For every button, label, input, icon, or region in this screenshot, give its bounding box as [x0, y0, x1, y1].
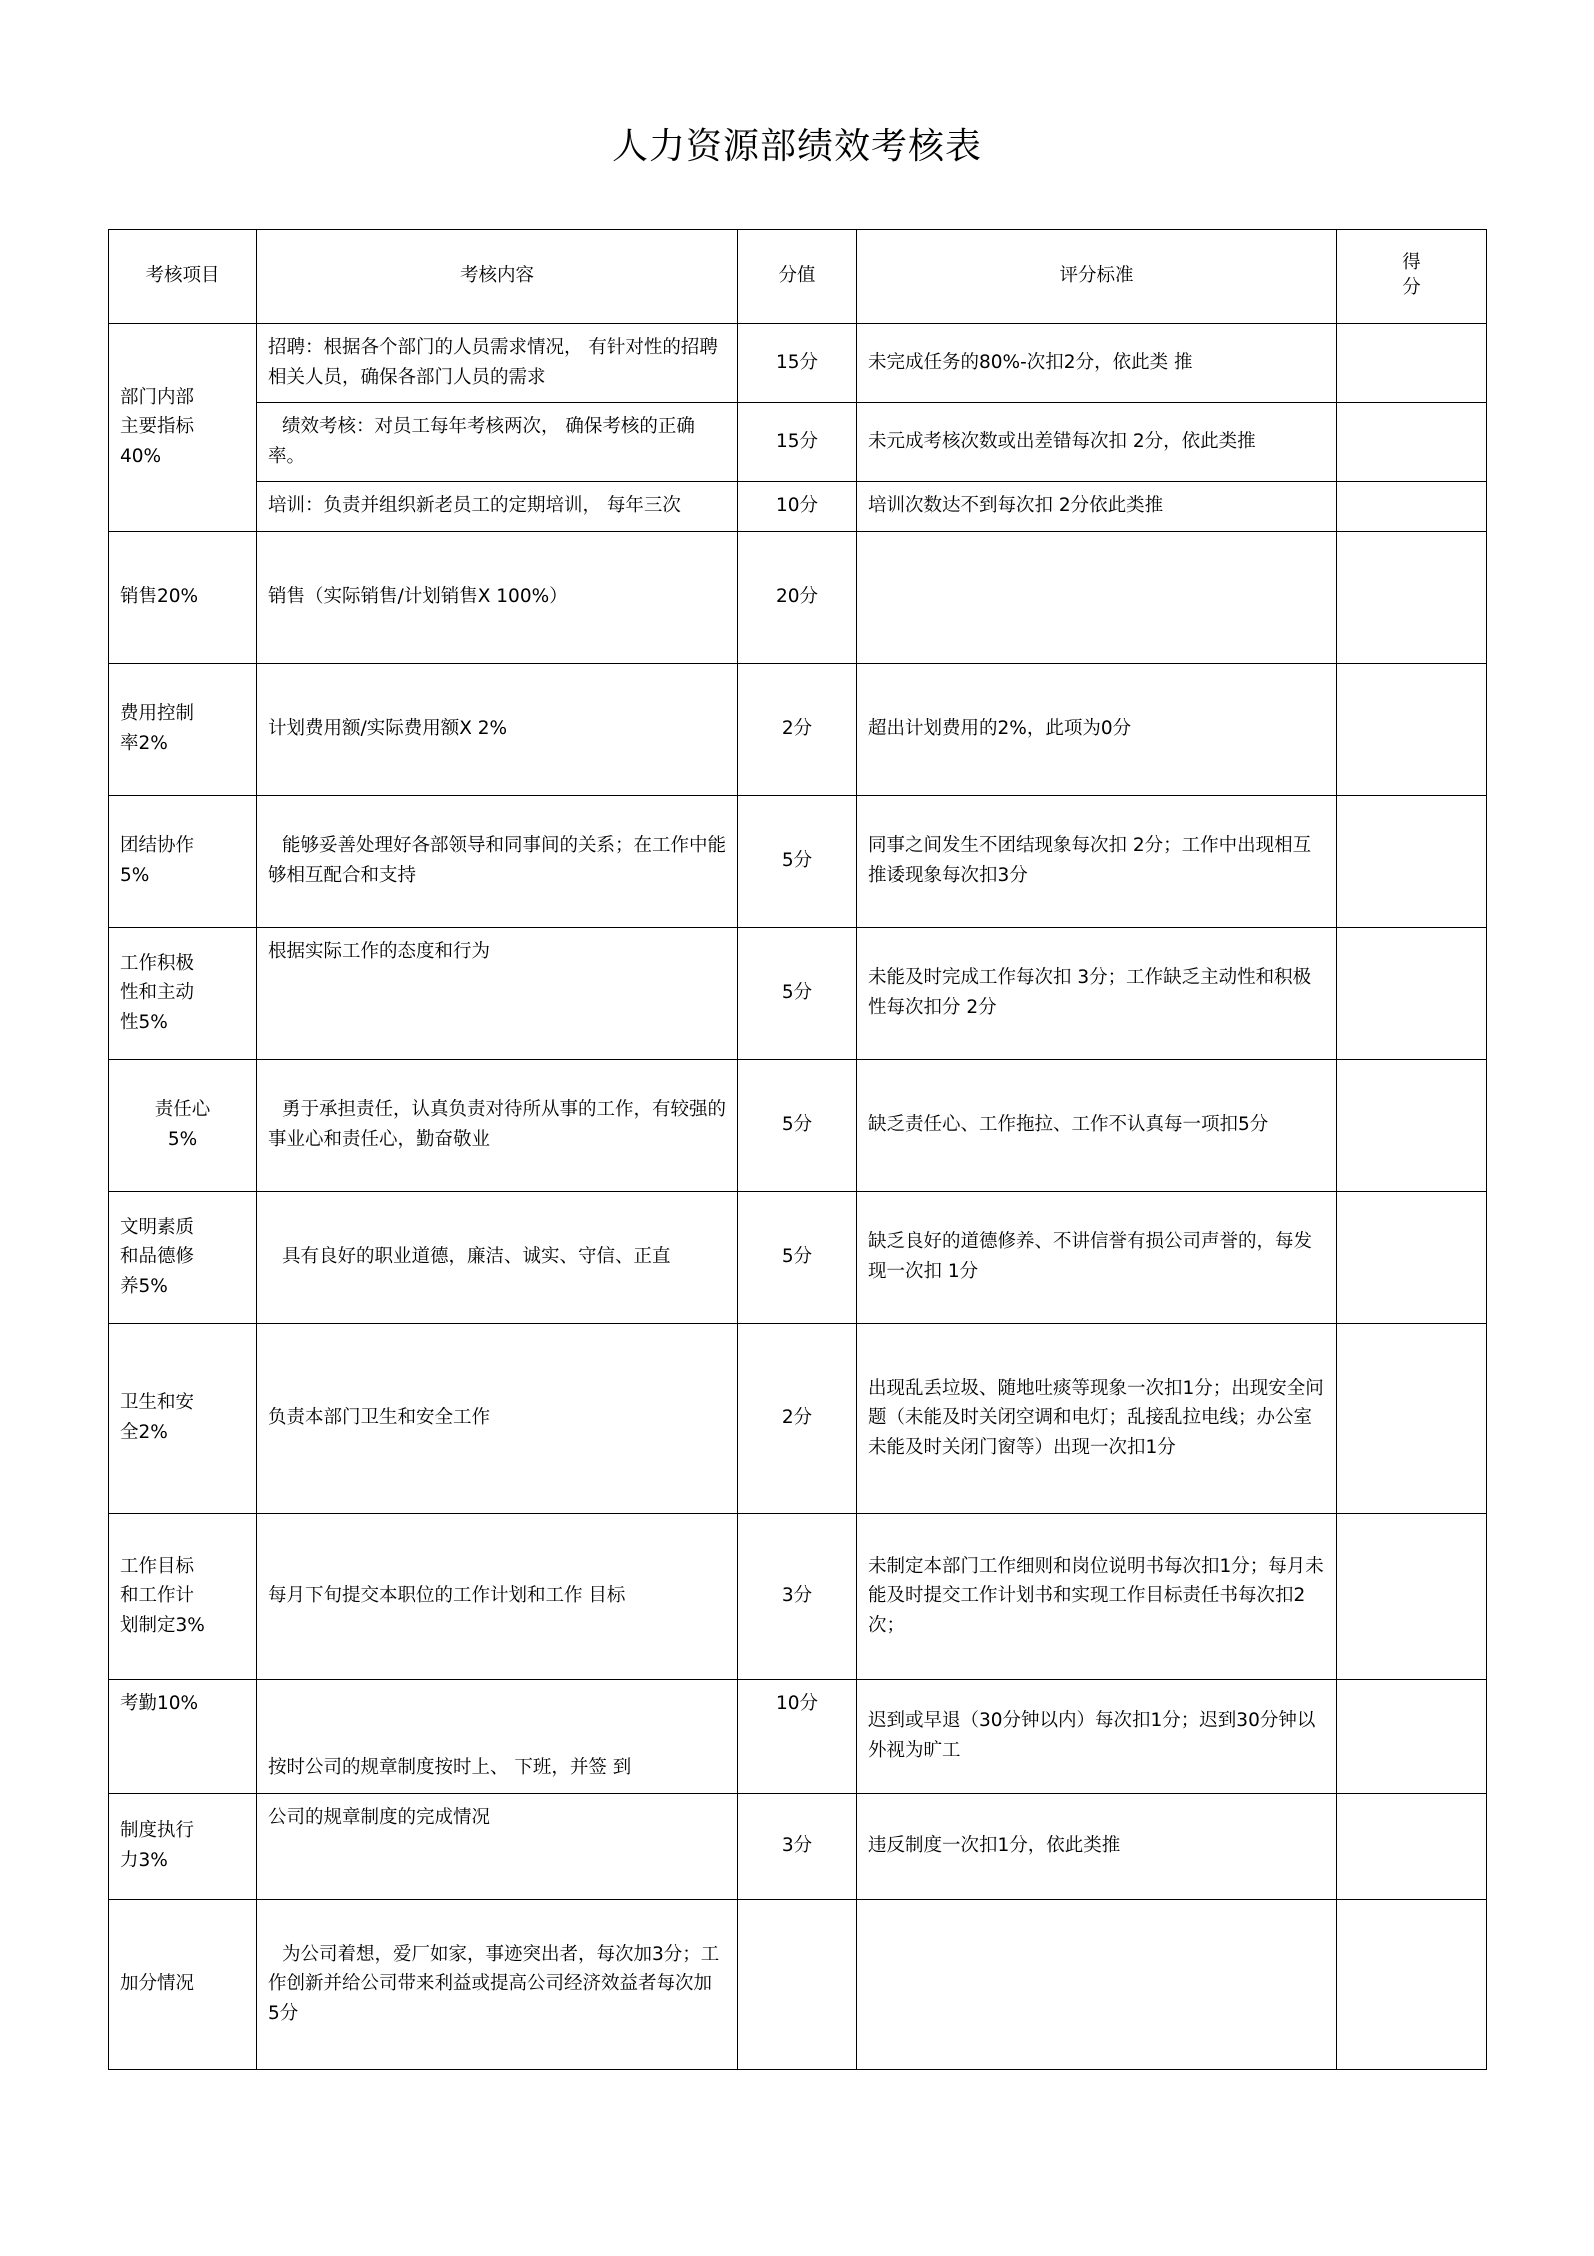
- row-content-3: 培训：负责并组织新老员工的定期培训， 每年三次: [257, 482, 738, 532]
- row-criteria-1: 未完成任务的80%-次扣2分，依此类 推: [857, 324, 1337, 403]
- row-criteria-5: 超出计划费用的2%，此项为0分: [857, 663, 1337, 795]
- row-score-4[interactable]: [1337, 531, 1487, 663]
- row-points-1: 15分: [738, 324, 857, 403]
- row-points-7: 5分: [738, 927, 857, 1059]
- row-score-3[interactable]: [1337, 482, 1487, 532]
- table-row: [109, 927, 1487, 1059]
- row-item-9: [109, 1191, 257, 1323]
- row-score-6[interactable]: [1337, 795, 1487, 927]
- row-criteria-8: 缺乏责任心、工作拖拉、工作不认真每一项扣5分: [857, 1059, 1337, 1191]
- row-item-line: 制度执行: [120, 1820, 195, 1842]
- table-row: [109, 1899, 1487, 2069]
- row-criteria-13: 违反制度一次扣1分，依此类推: [857, 1793, 1337, 1899]
- row-item-12: 考勤10%: [109, 1679, 257, 1793]
- page-title: 人力资源部绩效考核表: [611, 126, 982, 167]
- row-item-line: 5%: [120, 864, 150, 886]
- table-row: [109, 1059, 1487, 1191]
- row-content-10: 负责本部门卫生和安全工作: [257, 1323, 738, 1513]
- row-score-10[interactable]: [1337, 1323, 1487, 1513]
- row-item-line: 工作积极: [120, 952, 195, 974]
- row-item-14: 加分情况: [109, 1899, 257, 2069]
- row-score-7[interactable]: [1337, 927, 1487, 1059]
- header-score: 得 分: [1337, 230, 1487, 324]
- row-item-line: 主要指标: [120, 416, 195, 438]
- row-item-line: 性和主动: [120, 982, 195, 1004]
- row-item-11: [109, 1513, 257, 1679]
- performance-appraisal-table: [108, 229, 1487, 2070]
- row-item-line: 费用控制: [120, 703, 195, 725]
- row-item-10: [109, 1323, 257, 1513]
- table-header-row: [109, 230, 1487, 324]
- row-item-line: 和品德修: [120, 1246, 195, 1268]
- row-score-14[interactable]: [1337, 1899, 1487, 2069]
- row-item-line: 文明素质: [120, 1216, 195, 1238]
- header-points: 分值: [738, 230, 857, 324]
- row-criteria-11: 未制定本部门工作细则和岗位说明书每次扣1分；每月未能及时提交工作计划书和实现工作目标责任书每次扣2次；: [857, 1513, 1337, 1679]
- row-content-4: 销售（实际销售/计划销售X 100%）: [257, 531, 738, 663]
- row-points-8: 5分: [738, 1059, 857, 1191]
- row-points-6: 5分: [738, 795, 857, 927]
- row-criteria-14: [857, 1899, 1337, 2069]
- table-row: [109, 324, 1487, 403]
- row-score-12[interactable]: [1337, 1679, 1487, 1793]
- row-item-line: 养5%: [120, 1275, 168, 1297]
- row-criteria-9: 缺乏良好的道德修养、不讲信誉有损公司声誉的，每发现一次扣 1分: [857, 1191, 1337, 1323]
- row-criteria-6: 同事之间发生不团结现象每次扣 2分；工作中出现相互推诿现象每次扣3分: [857, 795, 1337, 927]
- row-item-line: 责任心: [154, 1099, 211, 1121]
- row-item-5: [109, 663, 257, 795]
- row-score-11[interactable]: [1337, 1513, 1487, 1679]
- row-points-9: 5分: [738, 1191, 857, 1323]
- row-criteria-7: 未能及时完成工作每次扣 3分；工作缺乏主动性和积极性每次扣分 2分: [857, 927, 1337, 1059]
- row-item-line: 卫生和安: [120, 1392, 195, 1414]
- row-item-1: [109, 324, 257, 532]
- table-row: [109, 403, 1487, 482]
- row-item-4: 销售20%: [109, 531, 257, 663]
- row-item-line: 40%: [120, 445, 162, 467]
- row-content-5: 计划费用额/实际费用额X 2%: [257, 663, 738, 795]
- row-item-line: 和工作计: [120, 1585, 195, 1607]
- row-criteria-10: 出现乱丢垃圾、随地吐痰等现象一次扣1分；出现安全问题（未能及时关闭空调和电灯；乱接乱拉电线；办公室未能及时关闭门窗等）出现一次扣1分: [857, 1323, 1337, 1513]
- row-content-14: 为公司着想，爱厂如家，事迹突出者，每次加3分；工作创新并给公司带来利益或提高公司经济效益者每次加 5分: [257, 1899, 738, 2069]
- row-points-13: 3分: [738, 1793, 857, 1899]
- row-content-6: 能够妥善处理好各部领导和同事间的关系；在工作中能够相互配合和支持: [257, 795, 738, 927]
- table-row: [109, 663, 1487, 795]
- row-points-4: 20分: [738, 531, 857, 663]
- row-content-7: 根据实际工作的态度和行为: [257, 927, 738, 1059]
- row-content-1: 招聘：根据各个部门的人员需求情况， 有针对性的招聘相关人员，确保各部门人员的需求: [257, 324, 738, 403]
- row-item-line: 性5%: [120, 1011, 168, 1033]
- row-item-line: 团结协作: [120, 835, 195, 857]
- table-row: [109, 1679, 1487, 1793]
- header-criteria: 评分标准: [857, 230, 1337, 324]
- table-row: [109, 482, 1487, 532]
- row-item-6: [109, 795, 257, 927]
- row-item-line: 全2%: [120, 1421, 168, 1443]
- row-points-5: 2分: [738, 663, 857, 795]
- row-score-13[interactable]: [1337, 1793, 1487, 1899]
- row-score-9[interactable]: [1337, 1191, 1487, 1323]
- row-item-line: 工作目标: [120, 1555, 195, 1577]
- row-item-8: [109, 1059, 257, 1191]
- row-points-2: 15分: [738, 403, 857, 482]
- row-item-line: 划制定3%: [120, 1614, 205, 1636]
- row-content-12: 按时公司的规章制度按时上、 下班，并签 到: [257, 1679, 738, 1793]
- row-points-3: 10分: [738, 482, 857, 532]
- row-item-line: 率2%: [120, 732, 168, 754]
- row-points-14: [738, 1899, 857, 2069]
- table-row: [109, 1793, 1487, 1899]
- row-item-7: [109, 927, 257, 1059]
- row-points-12: 10分: [738, 1679, 857, 1793]
- row-content-9: 具有良好的职业道德，廉洁、诚实、守信、正直: [257, 1191, 738, 1323]
- row-content-8: 勇于承担责任，认真负责对待所从事的工作，有较强的事业心和责任心，勤奋敬业: [257, 1059, 738, 1191]
- table-row: [109, 1513, 1487, 1679]
- row-points-11: 3分: [738, 1513, 857, 1679]
- row-item-13: [109, 1793, 257, 1899]
- table-row: [109, 531, 1487, 663]
- row-score-8[interactable]: [1337, 1059, 1487, 1191]
- row-criteria-3: 培训次数达不到每次扣 2分依此类推: [857, 482, 1337, 532]
- row-content-11: 每月下旬提交本职位的工作计划和工作 目标: [257, 1513, 738, 1679]
- row-criteria-2: 未元成考核次数或出差错每次扣 2分，依此类推: [857, 403, 1337, 482]
- row-criteria-4: [857, 531, 1337, 663]
- row-score-2[interactable]: [1337, 403, 1487, 482]
- row-item-line: 5%: [167, 1128, 198, 1150]
- row-item-line: 部门内部: [120, 386, 195, 408]
- table-row: [109, 795, 1487, 927]
- table-row: [109, 1191, 1487, 1323]
- row-content-13: 公司的规章制度的完成情况: [257, 1793, 738, 1899]
- row-item-line: 力3%: [120, 1849, 168, 1871]
- row-content-2: 绩效考核：对员工每年考核两次， 确保考核的正确率。: [257, 403, 738, 482]
- header-item: 考核项目: [109, 230, 257, 324]
- row-score-5[interactable]: [1337, 663, 1487, 795]
- header-content: 考核内容: [257, 230, 738, 324]
- row-points-10: 2分: [738, 1323, 857, 1513]
- row-score-1[interactable]: [1337, 324, 1487, 403]
- row-criteria-12: 迟到或早退（30分钟以内）每次扣1分；迟到30分钟以外视为旷工: [857, 1679, 1337, 1793]
- table-row: [109, 1323, 1487, 1513]
